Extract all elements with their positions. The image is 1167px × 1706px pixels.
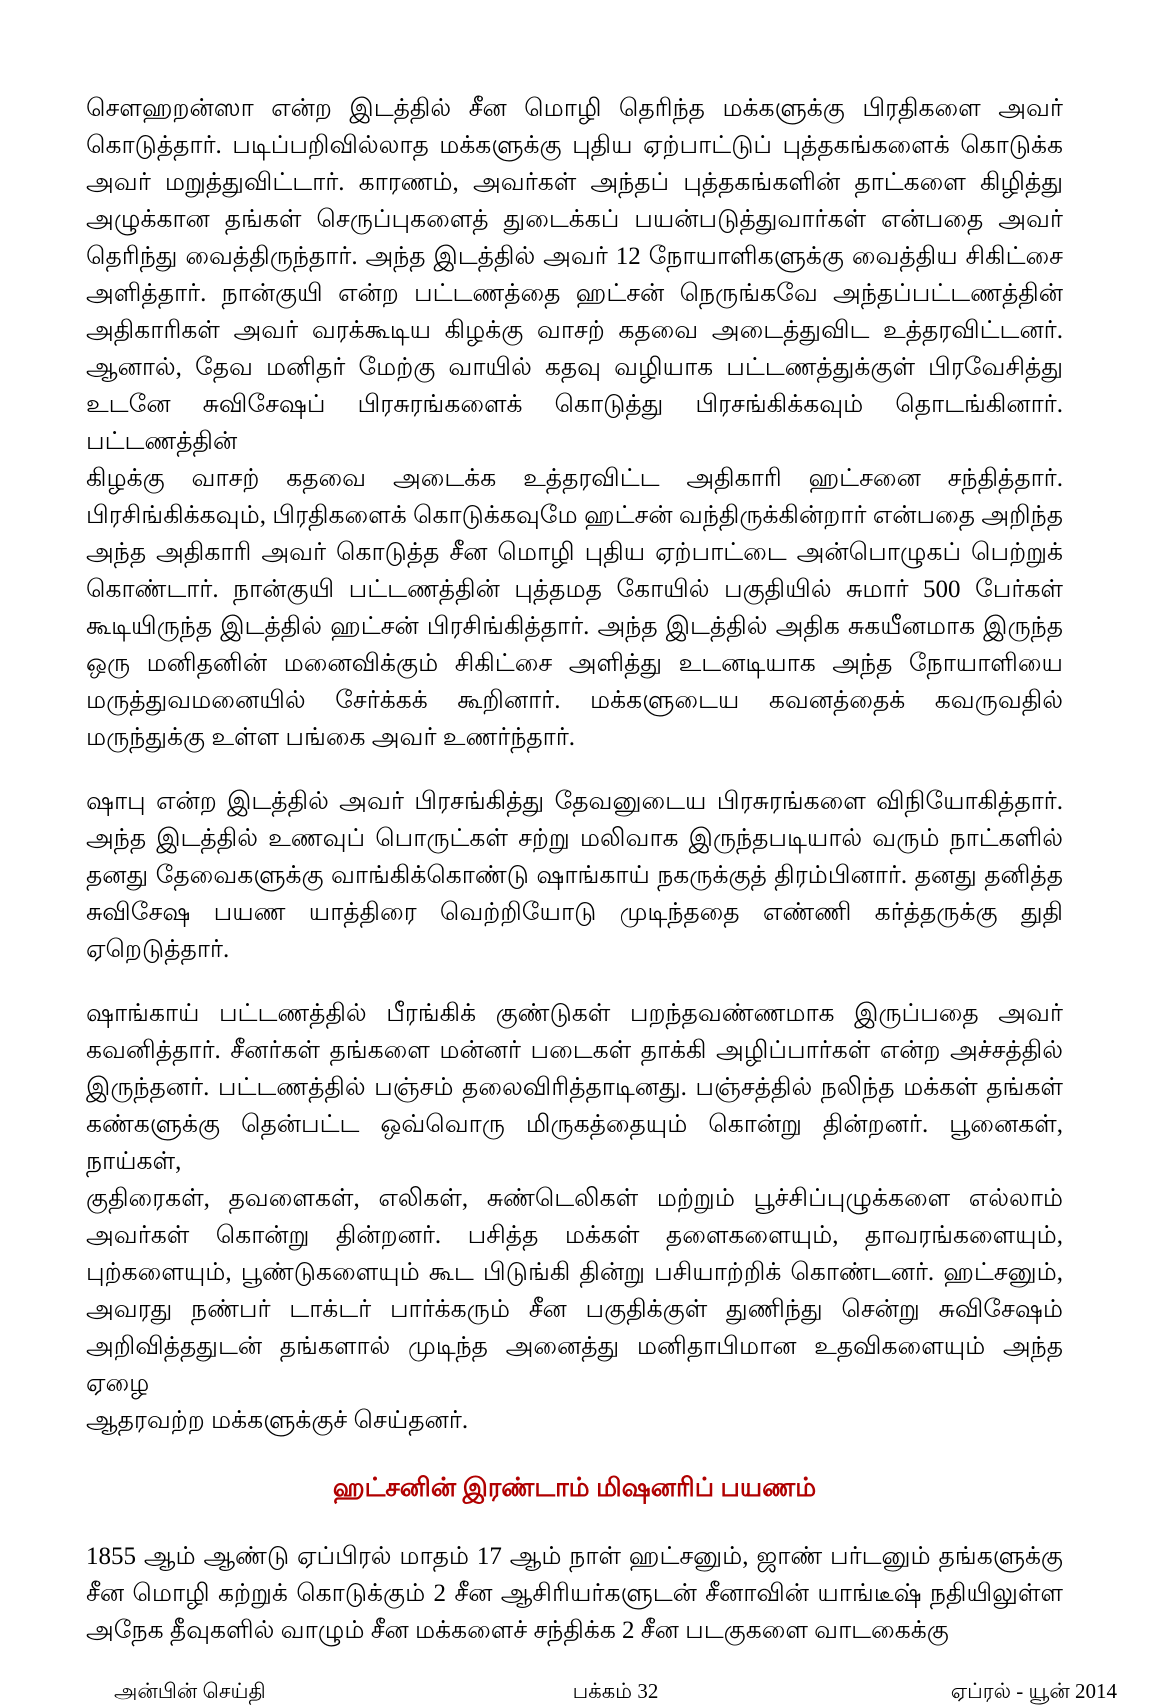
text-line: சௌஹறன்ஸா என்ற இடத்தில் சீன மொழி தெரிந்த மக்களுக்கு பிரதிகளை அவர் [86,95,1063,122]
text-line: மருத்துவமனையில் சேர்க்கக் கூறினார். மக்களுடைய கவனத்தைக் கவருவதில் [86,687,1063,714]
text-line: அந்த அதிகாரி அவர் கொடுத்த சீன மொழி புதிய ஏற்பாட்டை அன்பொழுகப் பெற்றுக் [86,539,1063,566]
text-line: இருந்தனர். பட்டணத்தில் பஞ்சம் தலைவிரித்தாடினது. பஞ்சத்தில் நலிந்த மக்கள் தங்கள் [86,1074,1063,1101]
text-line: ஷாங்காய் பட்டணத்தில் பீரங்கிக் குண்டுகள் பறந்தவண்ணமாக இருப்பதை அவர் [86,1000,1063,1027]
text-line: தெரிந்து வைத்திருந்தார். அந்த இடத்தில் அவர் 12 நோயாளிகளுக்கு வைத்திய சிகிட்சை [86,243,1063,270]
footer [86,1676,1117,1706]
text-line: 1855 ஆம் ஆண்டு ஏப்பிரல் மாதம் 17 ஆம் நாள் ஹட்சனும், ஜாண் பர்டனும் தங்களுக்கு [86,1543,1064,1570]
text-line: பிரசிங்கிக்கவும், பிரதிகளைக் கொடுக்கவுமே ஹட்சன் வந்திருக்கின்றார் என்பதை அறிந்த [86,502,1063,529]
text-line: அவரது நண்பர் டாக்டர் பார்க்கரும் சீன பகுதிக்குள் துணிந்து சென்று சுவிசேஷம் [86,1296,1063,1323]
text-line: அளித்தார். நான்குயி என்ற பட்டணத்தை ஹட்சன் நெருங்கவே அந்தப்பட்டணத்தின் [86,280,1063,307]
text-line: அவர்கள் கொன்று தின்றனர். பசித்த மக்கள் தளைகளையும், தாவரங்களையும், [86,1222,1063,1249]
footer-page-number: பக்கம் 32 [572,1679,659,1703]
text-line: அவர் மறுத்துவிட்டார். காரணம், அவர்கள் அந்தப் புத்தகங்களின் தாட்களை கிழித்து [86,169,1063,196]
paragraph [86,783,1063,968]
text-line: அதிகாரிகள் அவர் வரக்கூடிய கிழக்கு வாசற் கதவை அடைத்துவிட உத்தரவிட்டனர். [86,317,1063,344]
text-line: அந்த இடத்தில் உணவுப் பொருட்கள் சற்று மலிவாக இருந்தபடியால் வரும் நாட்களில் [86,825,1063,852]
text-line: புற்களையும், பூண்டுகளையும் கூட பிடுங்கி தின்று பசியாற்றிக் கொண்டனர். ஹட்சனும், [86,1259,1063,1286]
text-line: ஒரு மனிதனின் மனைவிக்கும் சிகிட்சை அளித்து உடனடியாக அந்த நோயாளியை [86,650,1063,677]
text-line: கிழக்கு வாசற் கதவை அடைக்க உத்தரவிட்ட அதிகாரி ஹட்சனை சந்தித்தார். [86,465,1063,492]
text-line: கொடுத்தார். படிப்பறிவில்லாத மக்களுக்கு புதிய ஏற்பாட்டுப் புத்தகங்களைக் கொடுக்க [86,132,1063,159]
paragraph [86,995,1063,1439]
text-line: கூடியிருந்த இடத்தில் ஹட்சன் பிரசிங்கித்தார். அந்த இடத்தில் அதிக சுகயீனமாக இருந்த [86,613,1063,640]
text-line: கண்களுக்கு தென்பட்ட ஒவ்வொரு மிருகத்தையும் கொன்று தின்றனர். பூனைகள், நாய்கள், [86,1111,1063,1175]
paragraph [86,90,1063,756]
text-line: மருந்துக்கு உள்ள பங்கை அவர் உணர்ந்தார். [86,724,576,751]
text-line: உடனே சுவிசேஷப் பிரசுரங்களைக் கொடுத்து பிரசங்கிக்கவும் தொடங்கினார். பட்டணத்தின் [86,391,1063,455]
text-line: ஆனால், தேவ மனிதர் மேற்கு வாயில் கதவு வழியாக பட்டணத்துக்குள் பிரவேசித்து [86,354,1063,381]
text-line: ஷாபு என்ற இடத்தில் அவர் பிரசங்கித்து தேவனுடைய பிரசுரங்களை விநியோகித்தார். [86,788,1063,815]
text-line: சுவிசேஷ பயண யாத்திரை வெற்றியோடு முடிந்ததை எண்ணி கர்த்தருக்கு துதி [86,899,1063,926]
text-line: கவனித்தார். சீனர்கள் தங்களை மன்னர் படைகள் தாக்கி அழிப்பார்கள் என்ற அச்சத்தில் [86,1037,1063,1064]
body-text [86,90,1063,1649]
footer-publication-title: அன்பின் செய்தி [114,1679,266,1703]
text-line: ஏறெடுத்தார். [86,936,230,963]
footer-date-range: ஏப்ரல் - யூன் 2014 [950,1679,1117,1703]
section-heading: ஹட்சனின் இரண்டாம் மிஷனரிப் பயணம் [332,1473,817,1502]
text-line: சீன மொழி கற்றுக் கொடுக்கும் 2 சீன ஆசிரியர்களுடன் சீனாவின் யாங்டீஷ் நதியிலுள்ள [86,1580,1063,1607]
text-line: அழுக்கான தங்கள் செருப்புகளைத் துடைக்கப் பயன்படுத்துவார்கள் என்பதை அவர் [86,206,1063,233]
text-line: கொண்டார். நான்குயி பட்டணத்தின் புத்தமத கோயில் பகுதியில் சுமார் 500 பேர்கள் [86,576,1063,603]
text-line: தனது தேவைகளுக்கு வாங்கிக்கொண்டு ஷாங்காய் நகருக்குத் திரம்பினார். தனது தனித்த [86,862,1064,889]
text-line: அநேக தீவுகளில் வாழும் சீன மக்களைச் சந்திக்க 2 சீன படகுகளை வாடகைக்கு [86,1617,949,1644]
paragraph [86,1538,1063,1649]
text-line: ஆதரவற்ற மக்களுக்குச் செய்தனர். [86,1407,469,1434]
text-line: குதிரைகள், தவளைகள், எலிகள், சுண்டெலிகள் மற்றும் பூச்சிப்புழுக்களை எல்லாம் [86,1185,1063,1212]
text-line: அறிவித்ததுடன் தங்களால் முடிந்த அனைத்து மனிதாபிமான உதவிகளையும் அந்த ஏழை [86,1333,1063,1397]
